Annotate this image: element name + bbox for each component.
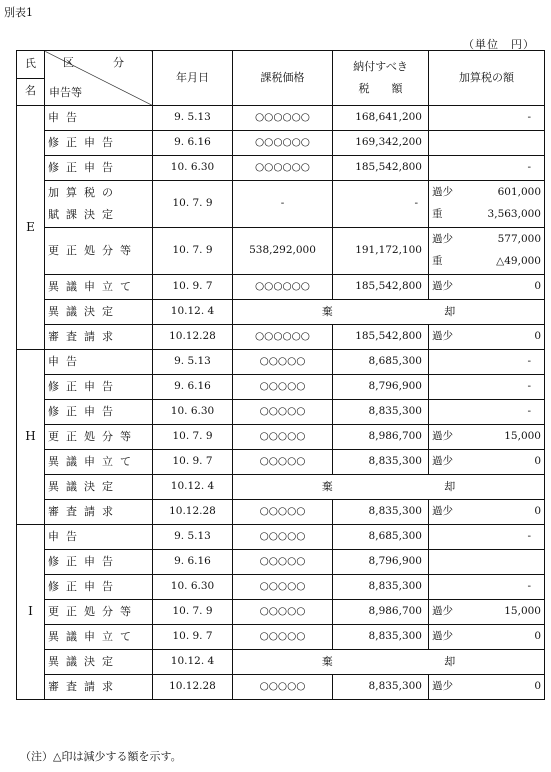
date-cell: 10. 6.30 [153, 156, 233, 181]
add-tax-kind: 過少 [432, 630, 453, 643]
category-cell: 審査請求 [45, 675, 153, 700]
date-cell: 10. 7. 9 [153, 600, 233, 625]
add-tax-value: - [527, 355, 531, 368]
tax-amount-cell: - [333, 181, 429, 228]
add-tax-cell [429, 228, 545, 275]
table-row [17, 425, 545, 450]
tax-amount-cell: 8,685,300 [333, 525, 429, 550]
date-cell: 9. 5.13 [153, 350, 233, 375]
header-price: 課税価格 [233, 51, 333, 106]
add-tax-cell [429, 450, 545, 475]
table-row [17, 600, 545, 625]
tax-amount-cell: 185,542,800 [333, 275, 429, 300]
date-cell: 9. 6.16 [153, 375, 233, 400]
category-cell: 審査請求 [45, 500, 153, 525]
tax-amount-cell: 168,641,200 [333, 106, 429, 131]
header-category-cell [45, 51, 153, 106]
add-tax-value: 0 [534, 280, 541, 293]
add-tax-line [432, 229, 541, 251]
add-tax-line [432, 426, 541, 448]
date-cell: 10.12. 4 [153, 475, 233, 500]
add-tax-value: - [527, 380, 531, 393]
price-cell: ○○○○○○ [233, 156, 333, 181]
tax-amount-cell: 8,835,300 [333, 400, 429, 425]
table-row [17, 275, 545, 300]
add-tax-value: 3,563,000 [487, 208, 541, 221]
add-tax-cell [429, 525, 545, 550]
category-cell: 更正処分等 [45, 228, 153, 275]
category-cell: 更正処分等 [45, 425, 153, 450]
add-tax-cell [429, 575, 545, 600]
header-name-top: 氏 [25, 57, 36, 71]
add-tax-cell [429, 350, 545, 375]
date-cell: 10. 7. 9 [153, 228, 233, 275]
tax-amount-cell: 8,796,900 [333, 375, 429, 400]
table-row [17, 350, 545, 375]
rejection-char-1: 棄 [321, 304, 333, 318]
tax-amount-cell: 8,835,300 [333, 675, 429, 700]
add-tax-cell [429, 181, 545, 228]
header-category-bottom: 申告等 [49, 85, 82, 99]
taxpayer-name: E [17, 106, 45, 350]
header-name-bottom: 名 [17, 78, 44, 105]
add-tax-kind: 過少 [432, 280, 453, 293]
add-tax-kind: 過少 [432, 330, 453, 343]
category-cell: 異議決定 [45, 300, 153, 325]
tax-amount-cell: 8,835,300 [333, 450, 429, 475]
category-cell: 更正処分等 [45, 600, 153, 625]
add-tax-kind: 過少 [432, 605, 453, 618]
rejection-cell [233, 650, 545, 675]
date-cell: 9. 5.13 [153, 525, 233, 550]
add-tax-value: 577,000 [497, 233, 541, 246]
header-tax-line2: 税 額 [358, 82, 403, 95]
category-cell: 異議決定 [45, 475, 153, 500]
add-tax-value: - [527, 405, 531, 418]
date-cell: 10. 7. 9 [153, 181, 233, 228]
taxpayer-name: I [17, 525, 45, 700]
date-cell: 9. 6.16 [153, 131, 233, 156]
table-row [17, 500, 545, 525]
add-tax-line [432, 251, 541, 273]
add-tax-cell [429, 625, 545, 650]
price-cell: ○○○○○○ [233, 275, 333, 300]
category-cell: 修正申告 [45, 400, 153, 425]
add-tax-cell [429, 131, 545, 156]
category-cell: 修正申告 [45, 575, 153, 600]
add-tax-line [432, 676, 541, 698]
add-tax-value: - [527, 161, 531, 174]
taxpayer-name: H [17, 350, 45, 525]
add-tax-kind: 過少 [432, 505, 453, 518]
date-cell: 9. 6.16 [153, 550, 233, 575]
price-cell: ○○○○○○ [233, 325, 333, 350]
price-cell: ○○○○○ [233, 500, 333, 525]
tax-amount-cell: 185,542,800 [333, 325, 429, 350]
category-cell: 申告 [45, 106, 153, 131]
tax-amount-cell: 8,835,300 [333, 500, 429, 525]
add-tax-cell [429, 425, 545, 450]
price-cell: - [233, 181, 333, 228]
tax-amount-cell: 185,542,800 [333, 156, 429, 181]
add-tax-line [432, 204, 541, 226]
price-cell: ○○○○○ [233, 675, 333, 700]
rejection-char-1: 棄 [321, 479, 333, 493]
add-tax-value: - [527, 580, 531, 593]
add-tax-cell [429, 600, 545, 625]
add-tax-line [432, 182, 541, 204]
category-cell: 異議決定 [45, 650, 153, 675]
category-cell: 修正申告 [45, 156, 153, 181]
tax-history-table [16, 50, 545, 700]
add-tax-kind: 過少 [432, 430, 453, 443]
add-tax-value: △49,000 [496, 255, 541, 268]
price-cell: ○○○○○ [233, 625, 333, 650]
add-tax-cell [429, 156, 545, 181]
tax-amount-cell: 8,986,700 [333, 600, 429, 625]
rejection-char-2: 却 [444, 479, 456, 493]
tax-amount-cell: 191,172,100 [333, 228, 429, 275]
add-tax-value: 15,000 [504, 605, 541, 618]
table-row [17, 325, 545, 350]
date-cell: 10.12. 4 [153, 650, 233, 675]
unit-label: （単位 円） [463, 38, 535, 51]
header-tax [333, 51, 429, 106]
date-cell: 10.12.28 [153, 500, 233, 525]
add-tax-value: 601,000 [497, 186, 541, 199]
category-line2: 賦課決定 [48, 208, 120, 221]
table-row [17, 400, 545, 425]
date-cell: 10. 6.30 [153, 575, 233, 600]
add-tax-line [432, 326, 541, 348]
table-row [17, 228, 545, 275]
add-tax-line [432, 501, 541, 523]
add-tax-value: - [527, 111, 531, 124]
table-row [17, 625, 545, 650]
add-tax-value: 0 [534, 680, 541, 693]
rejection-text [236, 481, 541, 493]
category-cell: 修正申告 [45, 375, 153, 400]
category-cell: 異議申立て [45, 625, 153, 650]
add-tax-line [432, 276, 541, 298]
add-tax-kind: 過少 [432, 186, 453, 199]
add-tax-cell [429, 275, 545, 300]
rejection-char-2: 却 [444, 654, 456, 668]
add-tax-kind: 重 [432, 208, 443, 221]
date-cell: 10. 9. 7 [153, 450, 233, 475]
add-tax-cell [429, 400, 545, 425]
document-title: 別表1 [4, 6, 33, 19]
add-tax-cell [429, 325, 545, 350]
tax-amount-cell: 8,986,700 [333, 425, 429, 450]
add-tax-line [432, 451, 541, 473]
price-cell: ○○○○○ [233, 350, 333, 375]
rejection-text [236, 656, 541, 668]
rejection-char-1: 棄 [321, 654, 333, 668]
rejection-cell [233, 300, 545, 325]
category-cell: 異議申立て [45, 450, 153, 475]
add-tax-value: 0 [534, 630, 541, 643]
tax-amount-cell: 169,342,200 [333, 131, 429, 156]
tax-amount-cell: 8,835,300 [333, 625, 429, 650]
add-tax-kind: 過少 [432, 680, 453, 693]
price-cell: ○○○○○ [233, 600, 333, 625]
rejection-char-2: 却 [444, 304, 456, 318]
add-tax-cell [429, 375, 545, 400]
add-tax-value: 0 [534, 455, 541, 468]
price-cell: ○○○○○ [233, 400, 333, 425]
add-tax-cell [429, 106, 545, 131]
table-row [17, 475, 545, 500]
add-tax-value: 0 [534, 330, 541, 343]
add-tax-value: 0 [534, 505, 541, 518]
category-cell: 修正申告 [45, 131, 153, 156]
category-cell: 申告 [45, 350, 153, 375]
add-tax-value: - [527, 530, 531, 543]
add-tax-cell [429, 500, 545, 525]
table-row [17, 575, 545, 600]
header-add-tax: 加算税の額 [429, 51, 545, 106]
rejection-text [236, 306, 541, 318]
table-row [17, 181, 545, 228]
add-tax-line [432, 601, 541, 623]
date-cell: 10.12.28 [153, 325, 233, 350]
price-cell: 538,292,000 [233, 228, 333, 275]
table-row [17, 156, 545, 181]
tax-amount-cell: 8,796,900 [333, 550, 429, 575]
table-row [17, 550, 545, 575]
add-tax-cell [429, 675, 545, 700]
header-name-cell [17, 51, 45, 106]
category-cell: 申告 [45, 525, 153, 550]
price-cell: ○○○○○○ [233, 131, 333, 156]
price-cell: ○○○○○○ [233, 106, 333, 131]
price-cell: ○○○○○ [233, 525, 333, 550]
price-cell: ○○○○○ [233, 450, 333, 475]
date-cell: 10.12. 4 [153, 300, 233, 325]
category-cell: 異議申立て [45, 275, 153, 300]
category-cell [45, 181, 153, 228]
footnote: （注）△印は減少する額を示す。 [20, 750, 182, 763]
rejection-cell [233, 475, 545, 500]
table-row [17, 650, 545, 675]
add-tax-value: 15,000 [504, 430, 541, 443]
header-tax-line1: 納付すべき [353, 60, 408, 73]
add-tax-kind: 過少 [432, 233, 453, 246]
table-row [17, 450, 545, 475]
price-cell: ○○○○○ [233, 575, 333, 600]
table-row [17, 375, 545, 400]
header-category-top: 区 分 [63, 56, 138, 69]
price-cell: ○○○○○ [233, 375, 333, 400]
category-cell: 修正申告 [45, 550, 153, 575]
date-cell: 10. 9. 7 [153, 275, 233, 300]
add-tax-kind: 過少 [432, 455, 453, 468]
price-cell: ○○○○○ [233, 425, 333, 450]
header-date: 年月日 [153, 51, 233, 106]
table-row [17, 131, 545, 156]
table-row [17, 525, 545, 550]
table-row [17, 300, 545, 325]
date-cell: 10. 6.30 [153, 400, 233, 425]
category-line1: 加算税の [48, 186, 120, 199]
table-row [17, 106, 545, 131]
add-tax-line [432, 626, 541, 648]
tax-amount-cell: 8,835,300 [333, 575, 429, 600]
tax-amount-cell: 8,685,300 [333, 350, 429, 375]
date-cell: 9. 5.13 [153, 106, 233, 131]
table-header-row [17, 51, 545, 106]
category-cell: 審査請求 [45, 325, 153, 350]
date-cell: 10.12.28 [153, 675, 233, 700]
date-cell: 10. 9. 7 [153, 625, 233, 650]
price-cell: ○○○○○ [233, 550, 333, 575]
add-tax-cell [429, 550, 545, 575]
date-cell: 10. 7. 9 [153, 425, 233, 450]
table-row [17, 675, 545, 700]
add-tax-kind: 重 [432, 255, 443, 268]
